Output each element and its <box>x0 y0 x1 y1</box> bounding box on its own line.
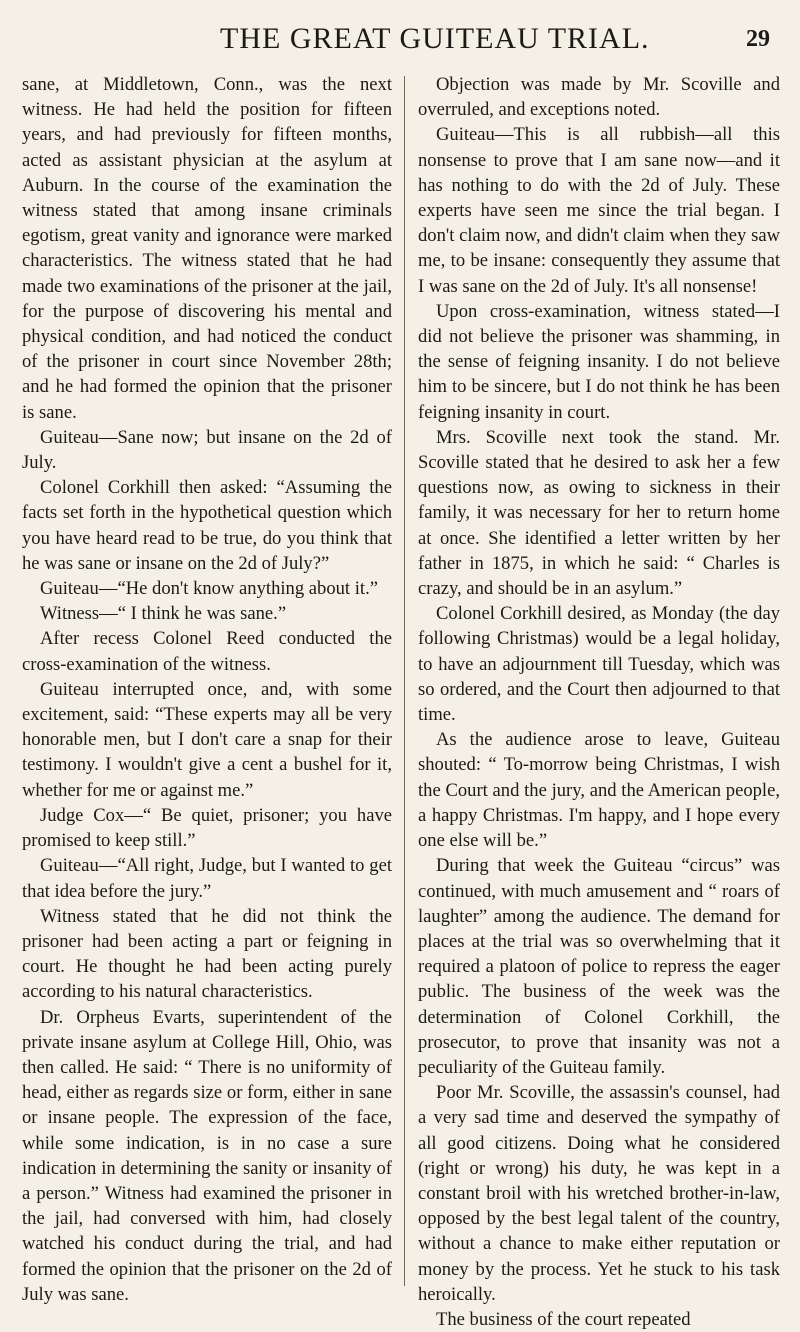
paragraph: Witness—“ I think he was sane.” <box>40 603 287 625</box>
paragraph: Guiteau—Sane now; but insane on the 2d of July. <box>22 426 392 474</box>
paragraph: Guiteau interrupted once, and, with some excitement, said: “These experts may all be very honorable men, but I don't care a snap for their testimony. I wouldn't give a cent a bushel for it, whether for me or against me.” <box>22 678 392 801</box>
paragraph: As the audience arose to leave, Guiteau shouted: “ To-morrow being Christmas, I wish the Court and the jury, and the American people, a happy Christmas. I'm happy, and I hope every one else will be.” <box>418 729 780 852</box>
paragraph: The business of the court repeated <box>436 1308 691 1330</box>
paragraph: Objection was made by Mr. Scoville and overruled, and exceptions noted. <box>418 74 780 121</box>
page-header <box>0 22 800 62</box>
paragraph: Witness stated that he did not think the prisoner had been acting a part or feigning in court. He thought he had been acting purely according to his natural characteristics. <box>22 905 392 1003</box>
paragraph: Mrs. Scoville next took the stand. Mr. Scoville stated that he desired to ask her a few questions now, as owing to sickness in their family, it was necessary for her to return home at once. She identified a letter written by her father in 1875, in which he said: “ Charles is crazy, and should be in an asylum.” <box>418 426 780 600</box>
paragraph: Upon cross-examination, witness stated—I did not believe the prisoner was shamming, in the sense of feigning insanity. I do not believe him to be sincere, but I do not think he has been feigning insanity in court. <box>418 300 780 423</box>
paragraph: Judge Cox—“ Be quiet, prisoner; you have promised to keep still.” <box>22 804 392 852</box>
paragraph: After recess Colonel Reed conducted the cross-examination of the witness. <box>22 628 392 675</box>
paragraph: Dr. Orpheus Evarts, superintendent of the private insane asylum at College Hill, Ohio, was then called. He said: “ There is no uniformity of head, either as regards size or form, either in sane or insane people. The expression of the face, while some indication, is in no case a sure indication in determining the sanity or insanity of a person.” Witness had examined the prisoner in the jail, had conversed with him, had closely watched his conduct during the trial, and had formed the opinion that the prisoner on the 2d of July was sane. <box>22 1006 392 1305</box>
paragraph: Colonel Corkhill then asked: “Assuming the facts set forth in the hypothetical question which you have heard read to be true, do you think that he was sane or insane on the 2d of July?” <box>22 477 392 574</box>
paragraph: During that week the Guiteau “circus” was continued, with much amusement and “ roars of laughter” among the audience. The demand for places at the trial was so overwhelming that it required a platoon of police to repress the eager public. The business of the week was the determination of Colonel Corkhill, the prosecutor, to prove that insanity was not a peculiarity of the Guiteau family. <box>418 855 780 1078</box>
paragraph: Guiteau—“All right, Judge, but I wanted to get that idea before the jury.” <box>22 855 392 902</box>
paragraph: Guiteau—This is all rubbish—all this nonsense to prove that I am sane now—and it has nothing to do with the 2d of July. These experts have seen me since the trial began. I don't claim now, and didn't claim when they saw me, to be insane: consequently they assume that I was sane on the 2d of July. It's all nonsense! <box>418 124 780 297</box>
column-divider <box>404 76 405 1286</box>
left-column <box>22 72 392 1307</box>
paragraph: Guiteau—“He don't know anything about it.” <box>40 578 378 600</box>
page-number: 29 <box>746 26 770 52</box>
paragraph: Colonel Corkhill desired, as Monday (the day following Christmas) would be a legal holiday, to have an adjournment till Tuesday, which was so ordered, and the Court then adjourned to that time. <box>418 603 780 726</box>
right-column <box>418 72 780 1332</box>
paragraph: sane, at Middletown, Conn., was the next witness. He had held the position for fifteen years, and had previously for fifteen months, acted as assistant physician at the asylum at Auburn. In the course of the examination the witness stated that among insane criminals egotism, great vanity and ignorance were marked characteristics. The witness stated that he had made two examinations of the prisoner at the jail, for the purpose of discovering his mental and physical condition, and had noticed the conduct of the prisoner in court since November 28th; and he had formed the opinion that the prisoner is sane. <box>22 74 392 423</box>
paragraph: Poor Mr. Scoville, the assassin's counsel, had a very sad time and deserved the sympathy of all good citizens. Doing what he considered (right or wrong) his duty, he was kept in a constant broil with his wretched brother-in-law, opposed by the best legal talent of the country, without a chance to make either reputation or money by the process. Yet he stuck to his task heroically. <box>418 1082 780 1305</box>
running-title: THE GREAT GUITEAU TRIAL. <box>220 22 650 55</box>
